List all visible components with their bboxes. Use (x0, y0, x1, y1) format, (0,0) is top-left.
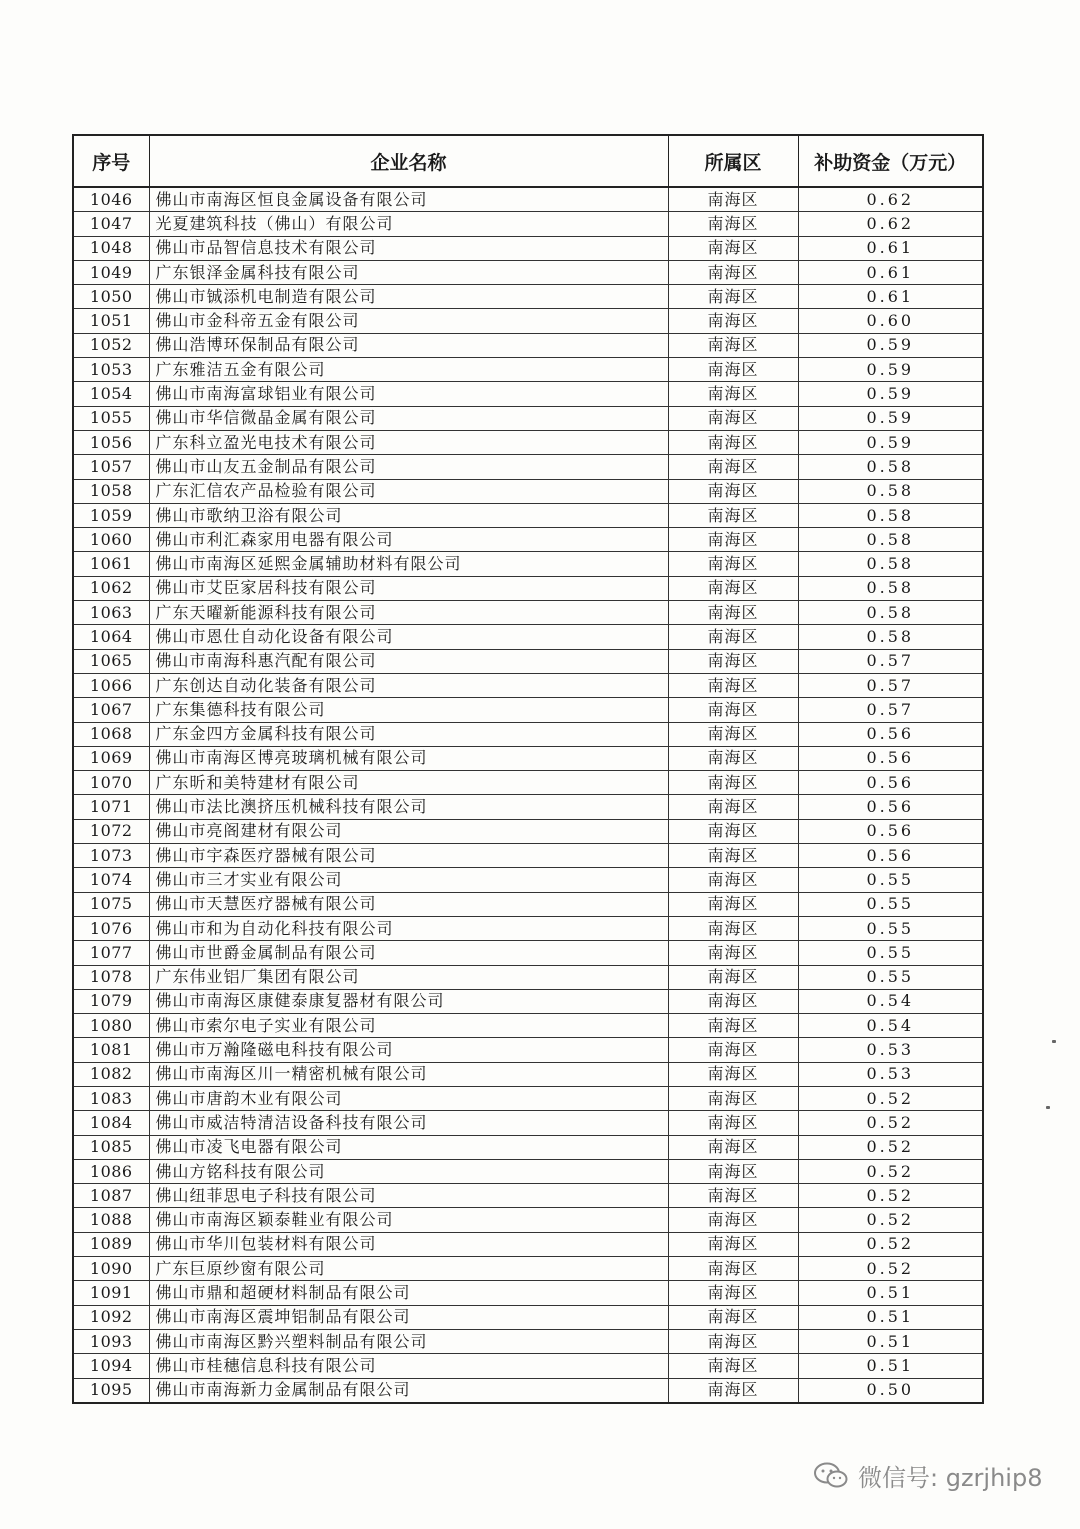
cell-subsidy-amount: 0.58 (798, 455, 983, 479)
cell-company-name: 佛山市亮阁建材有限公司 (149, 819, 668, 843)
cell-serial-no: 1065 (73, 649, 149, 673)
cell-company-name: 广东科立盈光电技术有限公司 (149, 430, 668, 454)
cell-subsidy-amount: 0.55 (798, 892, 983, 916)
cell-subsidy-amount: 0.58 (798, 503, 983, 527)
cell-subsidy-amount: 0.52 (798, 1257, 983, 1281)
cell-company-name: 佛山市南海区黔兴塑料制品有限公司 (149, 1329, 668, 1353)
cell-company-name: 佛山方铭科技有限公司 (149, 1159, 668, 1183)
table-row (73, 358, 983, 382)
cell-district: 南海区 (668, 1208, 798, 1232)
cell-company-name: 佛山市和为自动化科技有限公司 (149, 916, 668, 940)
cell-serial-no: 1080 (73, 1014, 149, 1038)
cell-district: 南海区 (668, 989, 798, 1013)
table-row (73, 989, 983, 1013)
cell-district: 南海区 (668, 1135, 798, 1159)
cell-subsidy-amount: 0.51 (798, 1305, 983, 1329)
cell-serial-no: 1092 (73, 1305, 149, 1329)
table-row (73, 1281, 983, 1305)
cell-district: 南海区 (668, 1378, 798, 1403)
table-row (73, 260, 983, 284)
cell-company-name: 佛山市南海区川一精密机械有限公司 (149, 1062, 668, 1086)
cell-company-name: 佛山市天慧医疗器械有限公司 (149, 892, 668, 916)
cell-district: 南海区 (668, 309, 798, 333)
cell-subsidy-amount: 0.56 (798, 722, 983, 746)
cell-subsidy-amount: 0.52 (798, 1111, 983, 1135)
cell-subsidy-amount: 0.52 (798, 1159, 983, 1183)
table-row (73, 187, 983, 212)
cell-subsidy-amount: 0.55 (798, 941, 983, 965)
cell-serial-no: 1095 (73, 1378, 149, 1403)
cell-district: 南海区 (668, 333, 798, 357)
cell-company-name: 佛山市恩仕自动化设备有限公司 (149, 625, 668, 649)
cell-serial-no: 1066 (73, 673, 149, 697)
table-row (73, 819, 983, 843)
cell-district: 南海区 (668, 455, 798, 479)
cell-district: 南海区 (668, 673, 798, 697)
cell-serial-no: 1089 (73, 1232, 149, 1256)
cell-serial-no: 1073 (73, 844, 149, 868)
table-row (73, 1038, 983, 1062)
table-row (73, 1305, 983, 1329)
cell-district: 南海区 (668, 1038, 798, 1062)
cell-serial-no: 1081 (73, 1038, 149, 1062)
cell-district: 南海区 (668, 1111, 798, 1135)
cell-company-name: 广东创达自动化装备有限公司 (149, 673, 668, 697)
table-row (73, 649, 983, 673)
cell-district: 南海区 (668, 1184, 798, 1208)
table-row (73, 382, 983, 406)
subsidy-table (72, 134, 984, 1404)
cell-district: 南海区 (668, 479, 798, 503)
cell-subsidy-amount: 0.54 (798, 989, 983, 1013)
table-row (73, 455, 983, 479)
cell-subsidy-amount: 0.52 (798, 1232, 983, 1256)
cell-company-name: 佛山市南海区延熙金属辅助材料有限公司 (149, 552, 668, 576)
table-row (73, 528, 983, 552)
cell-company-name: 佛山纽菲思电子科技有限公司 (149, 1184, 668, 1208)
cell-serial-no: 1057 (73, 455, 149, 479)
cell-company-name: 佛山市宇森医疗器械有限公司 (149, 844, 668, 868)
cell-subsidy-amount: 0.58 (798, 552, 983, 576)
cell-serial-no: 1072 (73, 819, 149, 843)
cell-serial-no: 1059 (73, 503, 149, 527)
table-row (73, 844, 983, 868)
cell-subsidy-amount: 0.53 (798, 1038, 983, 1062)
table-row (73, 1135, 983, 1159)
subsidy-table-container (72, 134, 982, 1404)
cell-company-name: 佛山市南海新力金属制品有限公司 (149, 1378, 668, 1403)
cell-subsidy-amount: 0.58 (798, 625, 983, 649)
table-row (73, 601, 983, 625)
cell-district: 南海区 (668, 1086, 798, 1110)
cell-subsidy-amount: 0.55 (798, 868, 983, 892)
cell-subsidy-amount: 0.54 (798, 1014, 983, 1038)
header-company-name: 企业名称 (149, 135, 668, 187)
cell-company-name: 佛山市金科帝五金有限公司 (149, 309, 668, 333)
cell-subsidy-amount: 0.59 (798, 358, 983, 382)
cell-district: 南海区 (668, 358, 798, 382)
cell-company-name: 佛山市华川包装材料有限公司 (149, 1232, 668, 1256)
cell-subsidy-amount: 0.57 (798, 649, 983, 673)
table-row (73, 1184, 983, 1208)
cell-subsidy-amount: 0.52 (798, 1184, 983, 1208)
cell-subsidy-amount: 0.52 (798, 1086, 983, 1110)
table-row (73, 1014, 983, 1038)
cell-serial-no: 1076 (73, 916, 149, 940)
cell-company-name: 广东金四方金属科技有限公司 (149, 722, 668, 746)
cell-company-name: 佛山市山友五金制品有限公司 (149, 455, 668, 479)
cell-company-name: 佛山市桂穗信息科技有限公司 (149, 1354, 668, 1378)
cell-serial-no: 1055 (73, 406, 149, 430)
table-row (73, 333, 983, 357)
table-row (73, 1111, 983, 1135)
cell-serial-no: 1091 (73, 1281, 149, 1305)
table-row (73, 746, 983, 770)
cell-serial-no: 1069 (73, 746, 149, 770)
cell-district: 南海区 (668, 187, 798, 212)
cell-district: 南海区 (668, 1305, 798, 1329)
cell-serial-no: 1085 (73, 1135, 149, 1159)
cell-subsidy-amount: 0.56 (798, 819, 983, 843)
cell-subsidy-amount: 0.58 (798, 479, 983, 503)
table-row (73, 1257, 983, 1281)
cell-district: 南海区 (668, 552, 798, 576)
cell-subsidy-amount: 0.62 (798, 212, 983, 236)
cell-company-name: 广东巨原纱窗有限公司 (149, 1257, 668, 1281)
scan-speck (1052, 1040, 1056, 1043)
cell-serial-no: 1067 (73, 698, 149, 722)
cell-district: 南海区 (668, 382, 798, 406)
cell-subsidy-amount: 0.57 (798, 698, 983, 722)
cell-serial-no: 1075 (73, 892, 149, 916)
cell-district: 南海区 (668, 406, 798, 430)
cell-subsidy-amount: 0.59 (798, 382, 983, 406)
cell-district: 南海区 (668, 649, 798, 673)
cell-serial-no: 1060 (73, 528, 149, 552)
cell-company-name: 广东伟业铝厂集团有限公司 (149, 965, 668, 989)
table-row (73, 1208, 983, 1232)
table-row (73, 941, 983, 965)
cell-district: 南海区 (668, 965, 798, 989)
table-row (73, 236, 983, 260)
cell-subsidy-amount: 0.56 (798, 746, 983, 770)
cell-company-name: 广东集德科技有限公司 (149, 698, 668, 722)
table-row (73, 406, 983, 430)
cell-company-name: 佛山浩博环保制品有限公司 (149, 333, 668, 357)
table-row (73, 1329, 983, 1353)
cell-district: 南海区 (668, 260, 798, 284)
cell-serial-no: 1071 (73, 795, 149, 819)
cell-district: 南海区 (668, 795, 798, 819)
table-row (73, 795, 983, 819)
cell-serial-no: 1086 (73, 1159, 149, 1183)
cell-serial-no: 1054 (73, 382, 149, 406)
table-row (73, 1062, 983, 1086)
table-row (73, 965, 983, 989)
wechat-watermark (814, 1458, 1042, 1493)
cell-serial-no: 1070 (73, 771, 149, 795)
cell-district: 南海区 (668, 528, 798, 552)
cell-district: 南海区 (668, 1062, 798, 1086)
cell-subsidy-amount: 0.58 (798, 601, 983, 625)
cell-subsidy-amount: 0.61 (798, 260, 983, 284)
cell-serial-no: 1064 (73, 625, 149, 649)
table-row (73, 1354, 983, 1378)
cell-company-name: 广东银泽金属科技有限公司 (149, 260, 668, 284)
table-row (73, 503, 983, 527)
cell-district: 南海区 (668, 1159, 798, 1183)
cell-serial-no: 1083 (73, 1086, 149, 1110)
cell-company-name: 佛山市歌纳卫浴有限公司 (149, 503, 668, 527)
cell-company-name: 佛山市利汇森家用电器有限公司 (149, 528, 668, 552)
table-row (73, 552, 983, 576)
cell-company-name: 佛山市世爵金属制品有限公司 (149, 941, 668, 965)
cell-subsidy-amount: 0.59 (798, 430, 983, 454)
cell-subsidy-amount: 0.57 (798, 673, 983, 697)
cell-district: 南海区 (668, 819, 798, 843)
cell-company-name: 广东天曜新能源科技有限公司 (149, 601, 668, 625)
cell-subsidy-amount: 0.56 (798, 771, 983, 795)
cell-district: 南海区 (668, 916, 798, 940)
cell-serial-no: 1084 (73, 1111, 149, 1135)
table-row (73, 722, 983, 746)
table-row (73, 1378, 983, 1403)
cell-serial-no: 1063 (73, 601, 149, 625)
table-header-row (73, 135, 983, 187)
cell-subsidy-amount: 0.58 (798, 528, 983, 552)
cell-company-name: 佛山市南海区恒良金属设备有限公司 (149, 187, 668, 212)
cell-company-name: 佛山市南海区颖泰鞋业有限公司 (149, 1208, 668, 1232)
cell-serial-no: 1056 (73, 430, 149, 454)
cell-serial-no: 1082 (73, 1062, 149, 1086)
cell-company-name: 光夏建筑科技（佛山）有限公司 (149, 212, 668, 236)
wechat-icon (814, 1462, 848, 1490)
cell-district: 南海区 (668, 576, 798, 600)
header-serial-no: 序号 (73, 135, 149, 187)
cell-district: 南海区 (668, 746, 798, 770)
table-row (73, 698, 983, 722)
cell-serial-no: 1094 (73, 1354, 149, 1378)
cell-company-name: 佛山市品智信息技术有限公司 (149, 236, 668, 260)
cell-serial-no: 1061 (73, 552, 149, 576)
table-row (73, 673, 983, 697)
cell-district: 南海区 (668, 236, 798, 260)
cell-company-name: 广东昕和美特建材有限公司 (149, 771, 668, 795)
cell-subsidy-amount: 0.56 (798, 795, 983, 819)
cell-subsidy-amount: 0.53 (798, 1062, 983, 1086)
cell-company-name: 广东雅洁五金有限公司 (149, 358, 668, 382)
cell-company-name: 佛山市唐韵木业有限公司 (149, 1086, 668, 1110)
cell-subsidy-amount: 0.50 (798, 1378, 983, 1403)
cell-serial-no: 1068 (73, 722, 149, 746)
cell-serial-no: 1050 (73, 285, 149, 309)
cell-company-name: 佛山市华信微晶金属有限公司 (149, 406, 668, 430)
cell-serial-no: 1051 (73, 309, 149, 333)
cell-company-name: 佛山市南海区康健泰康复器材有限公司 (149, 989, 668, 1013)
cell-district: 南海区 (668, 844, 798, 868)
cell-serial-no: 1090 (73, 1257, 149, 1281)
table-row (73, 1086, 983, 1110)
table-row (73, 1232, 983, 1256)
cell-serial-no: 1058 (73, 479, 149, 503)
table-row (73, 1159, 983, 1183)
cell-district: 南海区 (668, 868, 798, 892)
table-row (73, 212, 983, 236)
table-row (73, 892, 983, 916)
cell-serial-no: 1074 (73, 868, 149, 892)
watermark-text: 微信号: gzrjhip8 (858, 1464, 1043, 1492)
cell-company-name: 佛山市艾臣家居科技有限公司 (149, 576, 668, 600)
header-subsidy-amount: 补助资金（万元） (798, 135, 983, 187)
cell-company-name: 佛山市万瀚隆磁电科技有限公司 (149, 1038, 668, 1062)
cell-subsidy-amount: 0.59 (798, 406, 983, 430)
cell-serial-no: 1048 (73, 236, 149, 260)
cell-subsidy-amount: 0.60 (798, 309, 983, 333)
cell-district: 南海区 (668, 503, 798, 527)
cell-serial-no: 1087 (73, 1184, 149, 1208)
cell-serial-no: 1077 (73, 941, 149, 965)
cell-district: 南海区 (668, 941, 798, 965)
cell-serial-no: 1093 (73, 1329, 149, 1353)
cell-company-name: 佛山市凌飞电器有限公司 (149, 1135, 668, 1159)
cell-district: 南海区 (668, 601, 798, 625)
scan-speck (1046, 1106, 1050, 1109)
cell-district: 南海区 (668, 625, 798, 649)
cell-serial-no: 1049 (73, 260, 149, 284)
cell-district: 南海区 (668, 722, 798, 746)
cell-subsidy-amount: 0.51 (798, 1329, 983, 1353)
cell-district: 南海区 (668, 1257, 798, 1281)
table-row (73, 479, 983, 503)
cell-subsidy-amount: 0.61 (798, 285, 983, 309)
cell-district: 南海区 (668, 1281, 798, 1305)
cell-company-name: 广东汇信农产品检验有限公司 (149, 479, 668, 503)
cell-district: 南海区 (668, 430, 798, 454)
cell-company-name: 佛山市鼎和超硬材料制品有限公司 (149, 1281, 668, 1305)
cell-serial-no: 1047 (73, 212, 149, 236)
cell-subsidy-amount: 0.52 (798, 1135, 983, 1159)
table-row (73, 868, 983, 892)
cell-serial-no: 1088 (73, 1208, 149, 1232)
cell-subsidy-amount: 0.59 (798, 333, 983, 357)
cell-serial-no: 1052 (73, 333, 149, 357)
cell-company-name: 佛山市威洁特清洁设备科技有限公司 (149, 1111, 668, 1135)
cell-district: 南海区 (668, 285, 798, 309)
cell-subsidy-amount: 0.52 (798, 1208, 983, 1232)
cell-company-name: 佛山市南海科惠汽配有限公司 (149, 649, 668, 673)
cell-company-name: 佛山市南海富球铝业有限公司 (149, 382, 668, 406)
table-row (73, 625, 983, 649)
cell-serial-no: 1046 (73, 187, 149, 212)
cell-serial-no: 1079 (73, 989, 149, 1013)
cell-subsidy-amount: 0.56 (798, 844, 983, 868)
table-row (73, 285, 983, 309)
table-row (73, 576, 983, 600)
table-row (73, 309, 983, 333)
header-district: 所属区 (668, 135, 798, 187)
cell-subsidy-amount: 0.51 (798, 1281, 983, 1305)
cell-serial-no: 1062 (73, 576, 149, 600)
cell-company-name: 佛山市南海区博亮玻璃机械有限公司 (149, 746, 668, 770)
cell-serial-no: 1053 (73, 358, 149, 382)
cell-subsidy-amount: 0.62 (798, 187, 983, 212)
cell-subsidy-amount: 0.55 (798, 965, 983, 989)
cell-company-name: 佛山市三才实业有限公司 (149, 868, 668, 892)
cell-district: 南海区 (668, 1232, 798, 1256)
table-row (73, 771, 983, 795)
cell-company-name: 佛山市南海区震坤铝制品有限公司 (149, 1305, 668, 1329)
cell-district: 南海区 (668, 212, 798, 236)
cell-district: 南海区 (668, 1329, 798, 1353)
cell-company-name: 佛山市铖添机电制造有限公司 (149, 285, 668, 309)
cell-company-name: 佛山市索尔电子实业有限公司 (149, 1014, 668, 1038)
table-row (73, 430, 983, 454)
cell-company-name: 佛山市法比澳挤压机械科技有限公司 (149, 795, 668, 819)
cell-district: 南海区 (668, 1354, 798, 1378)
cell-subsidy-amount: 0.51 (798, 1354, 983, 1378)
table-row (73, 916, 983, 940)
cell-subsidy-amount: 0.61 (798, 236, 983, 260)
cell-serial-no: 1078 (73, 965, 149, 989)
cell-district: 南海区 (668, 771, 798, 795)
cell-district: 南海区 (668, 1014, 798, 1038)
cell-subsidy-amount: 0.55 (798, 916, 983, 940)
cell-district: 南海区 (668, 892, 798, 916)
cell-district: 南海区 (668, 698, 798, 722)
cell-subsidy-amount: 0.58 (798, 576, 983, 600)
